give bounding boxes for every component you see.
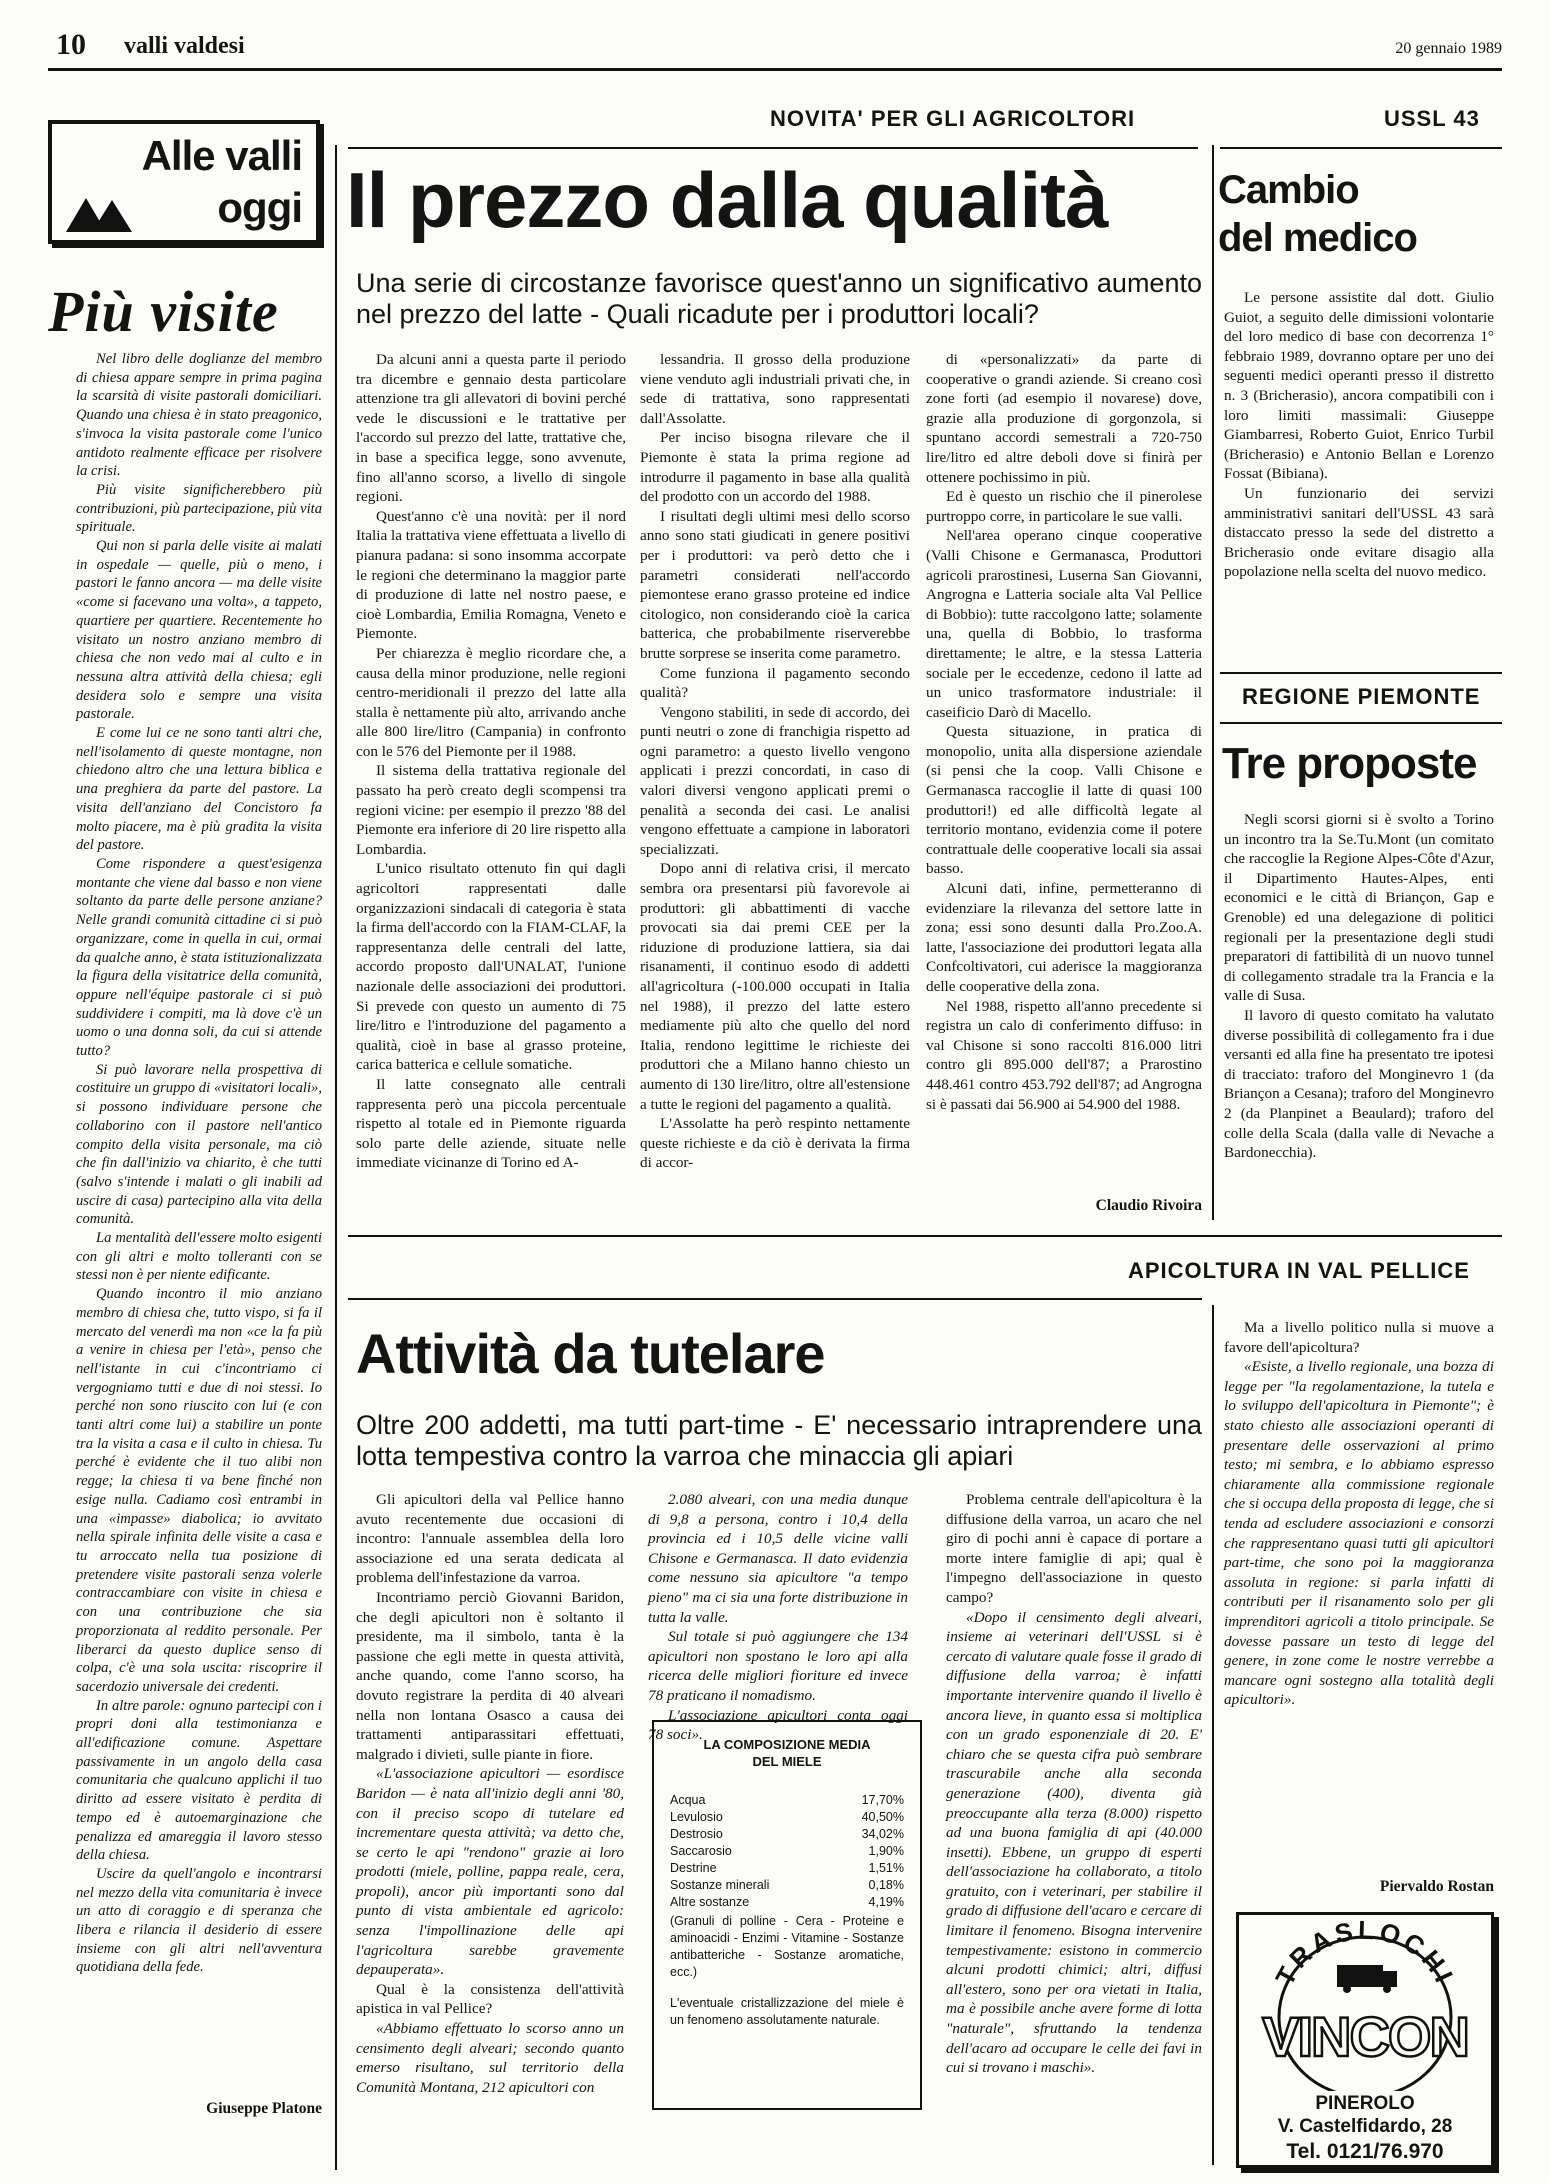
paragraph: Come funziona il pagamento secondo qualità? — [640, 664, 910, 702]
honey-box-note: L'eventuale cristallizzazione del miele è un fenomeno assolutamente naturale. — [670, 1996, 904, 2027]
rubric-box — [48, 120, 320, 244]
component-label: Sostanze minerali — [670, 1878, 770, 1892]
paragraph: Le persone assistite dal dott. Giulio Guiot, a seguito delle dimissioni volontarie del loro medico di base con decorrenza 1° febbraio 1989, dovranno optare per uno dei seguenti medici operanti presso il distretto n. 3 (Bricherasio), ancora compatibili con i loro limiti massimali: Giuseppe Giambarresi, Roberto Guiot, Enrico Turbil (Bricherasio) e Antonio Bellan e Lorenzo Fossat (Bibiana). — [1224, 289, 1494, 483]
ussl-headline — [1218, 166, 1417, 262]
bee-kicker: APICOLTURA IN VAL PELLICE — [1128, 1258, 1470, 1283]
honey-box-detail: (Granuli di polline - Cera - Proteine e aminoacidi - Enzimi - Vitamine - Sostanze antibatteriche - Sostanze aromatiche, ecc.) — [670, 1914, 904, 1979]
table-row — [670, 1826, 904, 1843]
main-author: Claudio Rivoira — [1095, 1197, 1202, 1214]
paragraph: Quest'anno c'è una novità: per il nord Italia la trattativa viene effettuata a livello di pianura padana: si sono insomma accorpate le regioni che determinano la maggior parte di produzione di latte nel nostro paese, e cioè Lombardia, Emilia Romagna, Veneto e Piemonte. — [356, 507, 627, 643]
table-row — [670, 1894, 904, 1911]
component-label: Acqua — [670, 1793, 706, 1807]
paragraph: L'Assolatte ha però respinto nettamente queste richieste e da ciò è derivata la firma di accor- — [640, 1115, 910, 1172]
piemonte-top-rule — [1220, 672, 1502, 674]
paragraph: «Abbiamo effettuato lo scorso anno un censimento degli alveari; secondo quanto emerso risultano, sul territorio della Comunità Montana, 212 apicultori con — [356, 2020, 624, 2096]
main-column-3 — [926, 350, 1202, 1190]
paragraph: Più visite significherebbero più contribuzioni, più partecipazione, più vita spirituale. — [76, 481, 322, 536]
bee-kicker-rule — [348, 1298, 1202, 1300]
editorial-body — [76, 350, 322, 2060]
paragraph: Alcuni dati, infine, permetteranno di evidenziare la rilevanza del settore latte in zona; essi sono desunti dalla Pro.Zoo.A. latte, l'associazione dei produttori legata alla Confcoltivatori, cui aderisce la maggioranza delle cooperative della zona. — [926, 880, 1202, 995]
paragraph: Incontriamo perciò Giovanni Baridon, che degli apicultori non è soltanto il presidente, ma il simbolo, tanta è la passione che egli mette in questa attività, anche quando, come l'anno scorso, ha dovuto registrare la perdita di 40 alveari nella non lontana Osasco a causa dei trattamenti antiparassitari effettuati, malgrado i divieti, sulle piante in fiore. — [356, 1588, 624, 1763]
component-value: 1,51% — [868, 1861, 904, 1875]
component-label: Levulosio — [670, 1810, 723, 1824]
paragraph: Per chiarezza è meglio ricordare che, a causa della minor produzione, nelle regioni centro-meridionali il prezzo del latte alla stalla è nettamente più alto, arrivando anche alle 800 lire/litro (Campania) in confronto con le 576 del Piemonte per il 1988. — [356, 644, 626, 760]
component-value: 40,50% — [861, 1810, 904, 1824]
column-divider — [1212, 145, 1214, 1220]
ussl-body — [1224, 288, 1494, 678]
paragraph: I risultati degli ultimi mesi dello scorso anno sono stati giudicati in genere positivi per i produttori: va però detto che i parametri considerati nell'accordo piemontese erano grasso proteine ed indice citologico, non considerando cioè la carica batterica, che probabilmente riserverebbe brutte sorprese se inserita come parametro. — [640, 507, 910, 662]
editorial-author: Giuseppe Platone — [206, 2100, 322, 2117]
table-row — [670, 1792, 904, 1809]
ad-city: PINEROLO — [1315, 2093, 1415, 2114]
component-label: Saccarosio — [670, 1844, 732, 1858]
bee-headline: Attività da tutelare — [356, 1322, 825, 1385]
honey-box-title-line2: DEL MIELE — [752, 1754, 822, 1769]
paragraph: L'associazione apicultori conta oggi 78 soci». — [648, 1706, 908, 1744]
component-label: Altre sostanze — [670, 1895, 750, 1909]
main-column-2 — [640, 350, 910, 1230]
bee-top-rule — [348, 1235, 1502, 1237]
paragraph: E come lui ce ne sono tanti altri che, nell'isolamento di queste montagne, non chiedono altro che una lettura biblica e una preghiera da parte del pastore. La visita dell'anziano del Concistoro fa molto piacere, ma è più gradita la visita del pastore. — [76, 725, 322, 854]
component-label: Destrosio — [670, 1827, 723, 1841]
paragraph: Sul totale si può aggiungere che 134 apicultori non spostano le loro api alla ricerca delle migliori fioriture ed invece 78 praticano il nomadismo. — [648, 1628, 908, 1704]
paragraph: Il sistema della trattativa regionale del passato ha però creato degli scompensi tra regioni vicine: per esempio il prezzo '88 del Piemonte era inferiore di 20 lire rispetto alla Lombardia. — [356, 762, 626, 858]
paragraph: Nel 1988, rispetto all'anno precedente si registra un calo di conferimento diffuso: in val Chisone si sono raccolti 816.000 litri contro gli 895.000 dell'87; a Prarostino 448.461 contro 453.792 dell'87; ad Angrogna si è passati dai 56.900 ai 54.900 del 1988. — [926, 997, 1202, 1113]
honey-composition-box — [652, 1720, 922, 2110]
paragraph: Si può lavorare nella prospettiva di costituire un gruppo di «visitatori locali», si possono individuare persone che collaborino con il pastore nell'antico compito della visita personale, ma ciò che fin dall'inizio va chiarito, è che tutti (salvo s'intende i malati o gli inabili ad uscire di casa) partecipino alla vita della comunità. — [76, 1061, 322, 1228]
bee-column-3 — [946, 1490, 1202, 2170]
rubric-line1: Alle valli — [141, 132, 302, 179]
paragraph: «Esiste, a livello regionale, una bozza di legge per "la regolamentazione, la tutela e lo sviluppo dell'apicoltura in Piemonte"; è stato chiesto alle associazioni operanti di presentare delle osservazioni al primo testo; mi sembra, e lo abbiamo espresso chiaramente alla commissione regionale che si occupa della proposta di legge, che si tenda ad escludere associazioni e consorzi che rappresentano quasi tutti gli apicultori part-time, che sono poi la maggioranza assoluta in regione: si parla infatti di contributi per il risanamento solo per gli imprenditori agricoli a titolo principale. Se dovesse passare un testo di legge del genere, in zone come le nostre verrebbe a mancare ogni sostegno alla totalità degli apicultori». — [1224, 1358, 1494, 1709]
table-row — [670, 1843, 904, 1860]
masthead-rule — [48, 68, 1502, 71]
bee-deck: Oltre 200 addetti, ma tutti part-time - E' necessario intraprendere una lotta tempestiva contro la varroa che minaccia gli apiari — [356, 1410, 1202, 1471]
paragraph: Dopo anni di relativa crisi, il mercato sembra ora presentarsi più favorevole ai produttori: gli abbattimenti di vacche provocati sia dai premi CEE per la riduzione di produzione lattiera, sia dai risanamenti, il continuo esodo di addetti all'agricoltura (-100.000 occupati in Italia nel 1988), il prezzo del latte estero mediamente più alto che quello del nord Italia, rendono legittime le richieste dei produttori che a Milano hanno chiesto un aumento di 130 lire/litro, oltre all'estensione a tutte le regioni del pagamento a qualità. — [640, 860, 910, 1113]
column-divider — [1212, 1305, 1214, 2165]
piemonte-kicker-rule — [1220, 722, 1502, 724]
column-divider — [335, 145, 337, 2170]
paragraph: Da alcuni anni a questa parte il periodo tra dicembre e gennaio desta particolare attenzione tra gli allevatori di bovini perché vede le discussioni e le trattative per l'accordo sul prezzo del latte, trattative che, in base a specifica legge, sono avvenute, fino all'anno scorso, a livello di singole regioni. — [356, 351, 626, 506]
paragraph: Qual è la consistenza dell'attività apistica in val Pellice? — [356, 1980, 624, 2018]
paragraph: Nel libro delle doglianze del membro di chiesa appare sempre in prima pagina la scarsità di visite pastorali domiciliari. Quando una chiesa è in stato preagonico, s'invoca la visita pastorale come l'unico antidoto realmente efficace per risolvere la crisi. — [76, 351, 322, 480]
paragraph: 2.080 alveari, con una media dunque di 9,8 a persona, contro i 10,4 della provincia ed i 10,5 delle vicine valli Chisone e Germanasca. Il dato evidenzia come nessuno sia apicultore "a tempo pieno" ma ci sia una forte distribuzione in tutta la valle. — [648, 1491, 908, 1626]
paragraph: Uscire da quell'angolo e incontrarsi nel mezzo della vita comunitaria è invece un atto di coraggio e di speranza che libera e rilancia il desiderio di essere insieme con gli altri nell'avventura quotidiana della fede. — [76, 1865, 322, 1976]
ad-address: V. Castelfidardo, 28 — [1277, 2116, 1453, 2137]
paragraph: Qui non si parla delle visite ai malati in ospedale — quelle, più o meno, i pastori le fanno ancora — ma delle visite «come si facevano una volta», a tappeto, quartiere per quartiere. Recentemente ho visitato un nostro anziano membro di chiesa che non vedo mai al culto e in nessuna altra attività della chiesa; egli desidera solo e sempre una visita pastorale. — [76, 538, 322, 723]
paragraph: Questa situazione, in pratica di monopolio, unita alla dispersione aziendale (si pensi che la coop. Valli Chisone e Germanasca raccoglie il latte di quasi 100 produttori!) ed alle difficoltà legate al territorio montano, evidenzia come il potere contrattuale delle cooperative locali sia assai basso. — [926, 723, 1202, 878]
paragraph: Vengono stabiliti, in sede di accordo, dei punti neutri o zone di franchigia rispetto ad ogni parametro: a questo livello vengono applicati i prezzi concordati, in caso di valori diversi vengono applicati premi o penalità a seconda dei casi. Le analisi vengono effettuate a campione in laboratori specializzati. — [640, 703, 910, 858]
ad-brand: VINCON — [1262, 2005, 1468, 2068]
main-headline: Il prezzo dalla qualità — [346, 156, 1108, 244]
ussl-headline-line2: del medico — [1218, 216, 1417, 260]
ussl-headline-line1: Cambio — [1218, 168, 1359, 212]
component-value: 17,70% — [861, 1793, 904, 1807]
paragraph: Ed è questo un rischio che il pinerolese purtroppo corre, in particolare le sue valli. — [926, 488, 1202, 525]
paragraph: Ma a livello politico nulla si muove a favore dell'apicoltura? — [1224, 1319, 1494, 1356]
paragraph: Un funzionario dei servizi amministrativi sanitari dell'USSL 43 sarà distaccato presso la sede del distretto a Bricherasio onde evitare disagio alla popolazione nella scelta del nuovo medico. — [1224, 484, 1494, 581]
paragraph: L'unico risultato ottenuto fin qui dagli agricoltori rappresentati dalle organizzazioni sindacali di categoria è stata la firma dell'accordo con la FIAM-CLAF, la rappresentanza delle centrali del latte, accordo proposto dall'UNALAT, l'unione nazionale delle associazioni dei produttori. Si prevede con questo un aumento di 75 lire/litro e l'introduzione del pagamento a qualità, cioè in base al grasso proteine, carica batterica e cellule somatiche. — [356, 860, 626, 1074]
issue-date: 20 gennaio 1989 — [1395, 40, 1502, 57]
piemonte-headline: Tre proposte — [1222, 739, 1477, 788]
paragraph: lessandria. Il grosso della produzione viene venduto agli industriali privati che, in sede di trattativa, sono rappresentati dall'Assolatte. — [640, 351, 910, 427]
table-row — [670, 1877, 904, 1894]
paragraph: In altre parole: ognuno partecipi con i propri doni alla testimonianza e all'edificazione comune. Aspettare passivamente in un angolo della casa comunitaria che qualcuno applichi il tuo diritto ad essere visitato è perdita di tempo ed è autoemarginazione che penalizza ed amareggia il lavoro stesso della chiesa. — [76, 1697, 322, 1864]
ussl-kicker: USSL 43 — [1384, 106, 1480, 131]
ad-phone: Tel. 0121/76.970 — [1286, 2140, 1444, 2163]
paragraph: Nell'area operano cinque cooperative (Valli Chisone e Germanasca, Produttori agricoli prarostinesi, Luserna San Giovanni, Angrogna e Latteria sociale alta Val Pellice di Bobbio): tutte raccolgono latte; solamente una, quella di Bobbio, lo trasforma direttamente; le altre, e la stessa Latteria sociale per le eccedenze, cedono il latte ad un unico trasformatore industriale: il caseificio Darò di Macello. — [926, 527, 1202, 721]
piemonte-body — [1224, 810, 1494, 1230]
main-kicker: NOVITA' PER GLI AGRICOLTORI — [770, 106, 1136, 131]
honey-composition-table — [670, 1792, 904, 1911]
traslochi-ad — [1236, 1912, 1494, 2168]
paper-name: valli valdesi — [124, 33, 245, 59]
ussl-rule — [1220, 147, 1502, 149]
main-column-1 — [356, 350, 626, 1230]
table-row — [670, 1860, 904, 1877]
editorial-title: Più visite — [48, 279, 279, 344]
paragraph: Per inciso bisogna rilevare che il Piemonte è stata la prima regione ad introdurre il pagamento in base alla qualità del prodotto con un accordo del 1988. — [640, 429, 910, 506]
paragraph: Come rispondere a quest'esigenza montante che viene dal basso e non viene soltanto da parte delle persone anziane? Nelle grandi comunità cittadine ci si può organizzare, come in quella in cui, ormai da qualche anno, è stata istituzionalizzata la figura della visitatrice della comunità, oppure nell'équipe pastorale ci si può suddividere i compiti, ma là dove c'è un uomo o una donna soli, da cui si attende tutto? — [76, 855, 322, 1060]
bee-column-1 — [356, 1490, 624, 2170]
bee-column-4 — [1224, 1318, 1494, 1878]
bee-author: Piervaldo Rostan — [1379, 1878, 1494, 1895]
table-row — [670, 1809, 904, 1826]
paragraph: «Dopo il censimento degli alveari, insieme ai veterinari dell'USSL si è cercato di valutare quale fosse il grado di diffusione della varroa; è infatti importante intervenire quando il livello è ancora lieve, in quanto essa si moltiplica con un grado esponenziale di 20. E' chiaro che se questa cifra può sembrare trascurabile anche alla seconda generazione (400), diventa già preoccupante alla terza (8.000) rispetto ad una buona famiglia di api (40.000 insetti). Ebbene, un gruppo di esperti dell'associazione ha collaborato, a titolo gratuito, con i veterinari, per stabilire il grado di diffusione dell'acaro e cercare di limitare il fenomeno. Bisogna intervenire tempestivamente: esistono in commercio alcuni prodotti chimici; altri, diffusi all'estero, sono per ora vietati in Italia, ma è possibile anche avere forme di lotta "naturale", sfruttando la tendenza dell'acaro ad occupare le celle dei favi in cui si trovano i maschi». — [946, 1608, 1202, 2077]
paragraph: di «personalizzati» da parte di cooperative o grandi aziende. Si creano così zone forti (ad esempio il novarese) dove, grazie alla produzione di gorgonzola, si spuntano accordi semestrali a 720-750 lire/litro ed altre deboli dove si finirà per ottenere pochissimo in più. — [926, 351, 1202, 486]
paragraph: Il lavoro di questo comitato ha valutato diverse possibilità di collegamento fra i due versanti ed alla fine ha presentato tre ipotesi di tracciato: traforo del Monginevro 1 (da Briançon a Cesana); traforo del Monginevro 2 (da Planpinet a Beaulard); traforo del colle della Scala (dalla valle di Nevache a Bardonecchia). — [1224, 1006, 1494, 1162]
honey-box-title-line1: LA COMPOSIZIONE MEDIA — [703, 1737, 871, 1752]
paragraph: Gli apicultori della val Pellice hanno avuto recentemente due occasioni di incontro: l'annuale assemblea della loro associazione ed una serata dedicata al problema dell'infestazione da varroa. — [356, 1491, 624, 1587]
paragraph: «L'associazione apicultori — esordisce Baridon — è nata all'inizio degli anni '80, con il preciso scopo di tutelare ed incrementare questa attività; va detto che, se certo le api "rendono" grazie ai loro prodotti (miele, polline, pappa reale, cera, propoli), ancor più importanti sono dal punto di vista ambientale ed agricolo: senza l'impollinazione delle api l'agricoltura sarebbe gravemente depauperata». — [356, 1765, 624, 1979]
main-deck: Una serie di circostanze favorisce quest'anno un significativo aumento nel prezzo del latte - Quali ricadute per i produttori locali? — [356, 268, 1202, 329]
paragraph: Il latte consegnato alle centrali rappresenta però una piccola percentuale rispetto al totale ed in Piemonte riguarda solo parte delle aziende, situate nelle immediate vicinanze di Torino ed A- — [356, 1075, 626, 1172]
component-value: 4,19% — [868, 1895, 904, 1909]
component-value: 1,90% — [868, 1844, 904, 1858]
paragraph: Quando incontro il mio anziano membro di chiesa che, tutto vispo, si fa il mercato del venerdì ma non «ce la fa più a venire in chiesa per l'età», penso che nell'istante in cui c'incontriamo ci vergogniamo tutti e due di noi stessi. Io perché non sono riuscito con lui (e con tanti altri come lui) a stabilire un ponte tra la visita a casa e il culto in chiesa. Tu perché è evidente che il tuo alibi non regge; la chiesa ti va bene finché non esige nulla. Cadiamo così entrambi in una «impasse» diabolica; io avvitato nella spirale infinita delle visite a casa e tu arroccato nella tua posizione di pretendere visite pastorali senza volerle contraccambiare con visite in chiesa e con una contribuzione che sia proporzionata al reddito personale. Per liberarci da questo duplice senso di colpa, c'è una sola uscita: riscoprire il sacerdozio universale dei credenti. — [76, 1286, 322, 1695]
page-number: 10 — [56, 28, 86, 61]
paragraph: Problema centrale dell'apicoltura è la diffusione della varroa, un acaro che nel giro di pochi anni è capace di portare a morte intere famiglie di api; qual è l'impegno dell'associazione in questo campo? — [946, 1491, 1202, 1606]
piemonte-kicker: REGIONE PIEMONTE — [1242, 684, 1481, 709]
paragraph: La mentalità dell'essere molto esigenti con gli altri e molto tolleranti con se stessi non è per niente edificante. — [76, 1230, 322, 1284]
svg-text:TRASLOCHI: TRASLOCHI — [1269, 1915, 1461, 1991]
component-label: Destrine — [670, 1861, 717, 1875]
bee-column-2 — [648, 1490, 908, 1744]
rubric-line2: oggi — [217, 184, 302, 231]
paragraph: Negli scorsi giorni si è svolto a Torino un incontro tra la Se.Tu.Mont (un comitato che raccoglie la Regione Alpes-Côte d'Azur, il Dipartimento Hautes-Alpes, enti economici e le città di Briançon, Gap e Grenoble) ed una delegazione di politici regionali per la presentazione degli studi preparatori di fattibilità di un nuovo tunnel di collegamento stradale tra la Francia e la valle di Susa. — [1224, 811, 1494, 1005]
mountains-icon — [66, 194, 132, 232]
masthead — [48, 28, 1502, 64]
honey-box-title — [670, 1736, 904, 1770]
component-value: 34,02% — [861, 1827, 904, 1841]
component-value: 0,18% — [868, 1878, 904, 1892]
main-kicker-rule — [348, 147, 1198, 149]
